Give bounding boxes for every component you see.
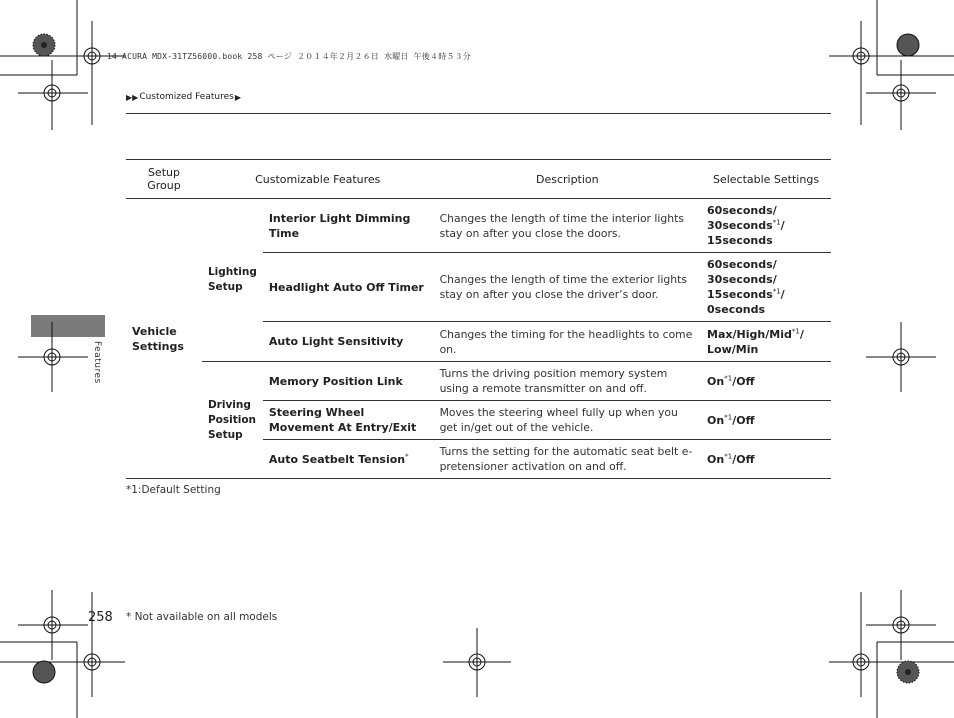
table-header-row (126, 160, 831, 199)
feature-name: Interior Light Dimming Time (263, 199, 434, 253)
header-setup-group: Setup Group (126, 160, 202, 199)
table-row (126, 199, 831, 253)
header-divider (126, 113, 831, 114)
subgroup-lighting: Lighting Setup (202, 199, 263, 362)
printer-header: 14 ACURA MDX-31TZ56000.book 258 ページ ２０１４年２月２６日 水曜日 午後４時５３分 (107, 52, 472, 61)
not-all-models-mark: * (405, 451, 409, 460)
feature-description: Turns the setting for the automatic seat belt e-pretensioner activation on and off. (434, 440, 701, 479)
availability-note: * Not available on all models (126, 611, 278, 623)
breadcrumb (126, 92, 241, 102)
feature-settings: 60seconds/ 30seconds/ 15seconds$^{*1}$/ 0seconds (701, 253, 831, 322)
feature-description: Changes the length of time the interior lights stay on after you close the doors. (434, 199, 701, 253)
page-number: 258 (88, 610, 113, 625)
subgroup-driving: Driving Position Setup (202, 362, 263, 479)
setup-group-cell: Vehicle Settings (126, 199, 202, 479)
feature-name: Auto Light Sensitivity (263, 322, 434, 362)
feature-settings: On$^{*1}$/Off (701, 362, 831, 401)
feature-name: Headlight Auto Off Timer (263, 253, 434, 322)
header-description: Description (434, 160, 701, 199)
feature-description: Turns the driving position memory system using a remote transmitter on and off. (434, 362, 701, 401)
section-tab (31, 315, 105, 337)
header-customizable-features: Customizable Features (202, 160, 434, 199)
breadcrumb-link[interactable]: Customized Features (139, 92, 234, 102)
feature-description: Changes the timing for the headlights to come on. (434, 322, 701, 362)
feature-settings: On$^{*1}$/Off (701, 401, 831, 440)
breadcrumb-arrow-icon: ▶▶ (126, 92, 139, 102)
feature-name: Auto Seatbelt Tension* (263, 440, 434, 479)
customized-features-table (126, 159, 831, 479)
feature-settings: On$^{*1}$/Off (701, 440, 831, 479)
feature-settings: 60seconds/ 30seconds$^{*1}$/ 15seconds (701, 199, 831, 253)
feature-description: Changes the length of time the exterior lights stay on after you close the driver’s door. (434, 253, 701, 322)
header-selectable-settings: Selectable Settings (701, 160, 831, 199)
section-label: Features (92, 341, 102, 384)
feature-description: Moves the steering wheel fully up when you get in/get out of the vehicle. (434, 401, 701, 440)
feature-name: Memory Position Link (263, 362, 434, 401)
table-row (126, 362, 831, 401)
breadcrumb-arrow-icon: ▶ (234, 92, 241, 102)
feature-name: Steering Wheel Movement At Entry/Exit (263, 401, 434, 440)
feature-settings: Max/High/Mid$^{*1}$/ Low/Min (701, 322, 831, 362)
default-setting-footnote: *1:Default Setting (126, 484, 221, 496)
